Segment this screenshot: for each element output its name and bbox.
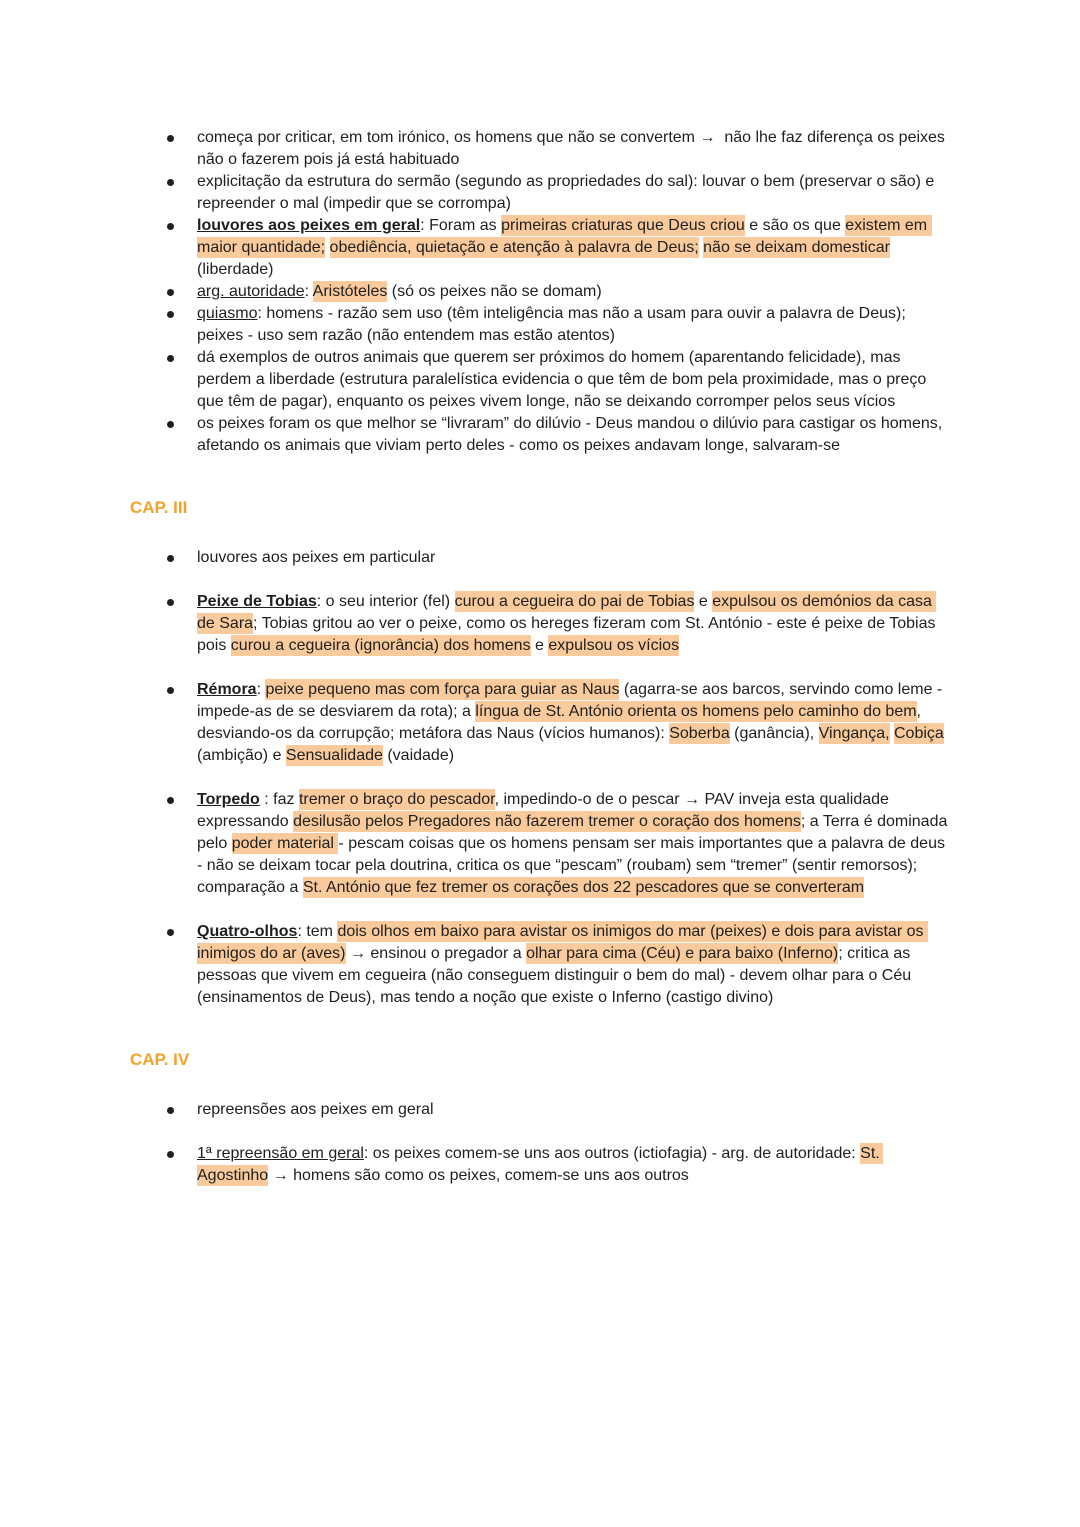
list-item [130,281,955,303]
highlighted-text: existem em maior quantidade; [197,217,932,256]
text-run: (liberdade) [197,239,895,278]
bullet-text [197,281,950,303]
bullet-list [130,547,955,1009]
text-run: : [256,681,266,698]
text-run: : tem [297,923,338,940]
list-item [130,547,955,569]
text-run: Rémora [197,681,257,698]
text-run: louvores aos peixes em particular [197,549,436,566]
highlighted-text: expulsou os demónios da casa de Sara [197,593,937,632]
text-run: e [694,593,713,610]
text-run: louvores aos peixes em geral [197,217,421,234]
bullet-text [197,547,950,569]
bullet-text [197,1099,950,1121]
text-run: e [530,637,549,654]
text-run: ; critica as pessoas que vivem em cegueira (não conseguem distinguir o bem do mal) - devem olhar para o Céu (ensinamentos de Deus), mas tendo a noção que existe o Inferno (castigo divino) [197,945,916,1006]
bullet-text [197,921,950,1009]
text-run: 1ª repreensão em geral [197,1145,364,1162]
list-item [130,171,955,215]
text-run: ; Tobias gritou ao ver o peixe, como os hereges fizeram com St. António - este é peixe de Tobias pois [197,615,940,654]
highlighted-text: Sensualidade [285,747,383,764]
highlighted-text: tremer o braço do pescador [298,791,495,808]
bullet-text [197,413,950,457]
list-item [130,215,955,281]
bullet-text [197,1143,950,1187]
highlighted-text: peixe pequeno mas com força para guiar as Naus [265,681,620,698]
section-heading: CAP. IV [130,1050,190,1069]
list-item [130,679,955,767]
text-run: (só os peixes não se domam) [387,283,602,300]
bullet-text [197,303,950,347]
highlighted-text: Cobiça [894,725,944,742]
text-run: (ganância), [729,725,819,742]
text-run: dá exemplos de outros animais que querem ser próximos do homem (aparentando felicidade), mas perdem a liberdade (estrutura paralelística evidencia o que têm de bom pela proximidade, mas o preço que têm de pagar), enquanto os peixes vivem longe, não se deixando corromper pelos seus vícios [197,349,931,410]
highlighted-text: curou a cegueira (ignorância) dos homens [230,637,531,654]
text-run: quiasmo [197,305,258,322]
text-run: começa por criticar, em tom irónico, os homens que não se convertem → não lhe faz diferença os peixes não o fazerem pois já está habituado [197,129,950,168]
text-run: explicitação da estrutura do sermão (segundo as propriedades do sal): louvar o bem (preservar o são) e repreender o mal (impedir que se corrompa) [197,173,939,212]
highlighted-text: St. António que fez tremer os corações dos 22 pescadores que se converteram [302,879,865,896]
text-run: Peixe de Tobias [197,593,317,610]
text-run: e são os que [744,217,846,234]
bullet-text [197,347,950,413]
text-run: → homens são como os peixes, comem-se uns aos outros [268,1167,689,1184]
text-run: (agarra-se aos barcos, servindo como leme - impede-as de se desviarem da rota); a [197,681,947,720]
bullet-icon [167,421,174,428]
highlighted-text: obediência, quietação e atenção à palavra de Deus; [329,239,699,256]
text-run: : homens - razão sem uso (têm inteligência mas não a usam para ouvir a palavra de Deus); peixes - uso sem razão (não entendem mas estão atentos) [197,305,911,344]
highlighted-text: não se deixam domesticar [703,239,890,256]
bullet-text [197,591,950,657]
bullet-list [130,1099,955,1187]
bullet-text [197,171,950,215]
bullet-text [197,789,950,899]
bullet-icon [167,599,174,606]
list-item [130,413,955,457]
highlighted-text: primeiras criaturas que Deus criou [501,217,745,234]
highlighted-text: língua de St. António orienta os homens pelo caminho do bem [475,703,917,720]
text-run: : faz [259,791,299,808]
bullet-icon [167,223,174,230]
text-run: repreensões aos peixes em geral [197,1101,434,1118]
text-run: → ensinou o pregador a [345,945,527,962]
bullet-icon [167,797,174,804]
bullet-icon [167,289,174,296]
highlighted-text: curou a cegueira do pai de Tobias [454,593,695,610]
list-item [130,789,955,899]
highlighted-text: Vingança, [818,725,890,742]
text-run: arg. autoridade [197,283,305,300]
list-item [130,127,955,171]
bullet-icon [167,1151,174,1158]
text-run: (vaidade) [382,747,455,764]
bullet-list [130,127,955,457]
text-run: : os peixes comem-se uns aos outros (ictiofagia) - arg. de autoridade: [363,1145,861,1162]
highlighted-text: expulsou os vícios [548,637,680,654]
text-run: : o seu interior (fel) [316,593,455,610]
bullet-text [197,215,950,281]
list-item [130,921,955,1009]
bullet-icon [167,311,174,318]
list-item [130,1143,955,1187]
text-run: (ambição) e [197,725,949,764]
text-run: - pescam coisas que os homens pensam ser mais importantes que a palavra de deus - não se deixam tocar pela doutrina, critica os que “pescam” (roubam) sem “tremer” (sentir remorsos); comparação a [197,835,950,896]
highlighted-text: poder material [231,835,339,852]
text-run: Quatro-olhos [197,923,298,940]
bullet-text [197,679,950,767]
bullet-icon [167,687,174,694]
section-heading: CAP. III [130,498,188,517]
text-run [325,239,329,256]
bullet-icon [167,135,174,142]
list-item [130,591,955,657]
list-item [130,1099,955,1121]
text-run: , desviando-os da corrupção; metáfora das Naus (vícios humanos): [197,703,926,742]
bullet-text [197,127,950,171]
bullet-icon [167,929,174,936]
document-content [130,127,955,1211]
text-run: ; a Terra é dominada pelo [197,813,952,852]
bullet-icon [167,555,174,562]
text-run: os peixes foram os que melhor se “livraram” do dilúvio - Deus mandou o dilúvio para castigar os homens, afetando os animais que viviam perto deles - como os peixes andavam longe, salvaram-se [197,415,947,454]
highlighted-text: Soberba [669,725,730,742]
highlighted-text: Aristóteles [312,283,388,300]
list-item [130,303,955,347]
highlighted-text: olhar para cima (Céu) e para baixo (Inferno) [526,945,839,962]
highlighted-text: dois olhos em baixo para avistar os inimigos do mar (peixes) e dois para avistar os inimigos do ar (aves) [197,923,928,962]
text-run: : [304,283,313,300]
highlighted-text: desilusão pelos Pregadores não fazerem tremer o coração dos homens [293,813,801,830]
bullet-icon [167,179,174,186]
text-run: , impedindo-o de o pescar → PAV inveja esta qualidade expressando [197,791,894,830]
highlighted-text: St. Agostinho [197,1145,884,1184]
list-item [130,347,955,413]
text-run: Torpedo [197,791,260,808]
text-run: : Foram as [420,217,502,234]
bullet-icon [167,355,174,362]
bullet-icon [167,1107,174,1114]
